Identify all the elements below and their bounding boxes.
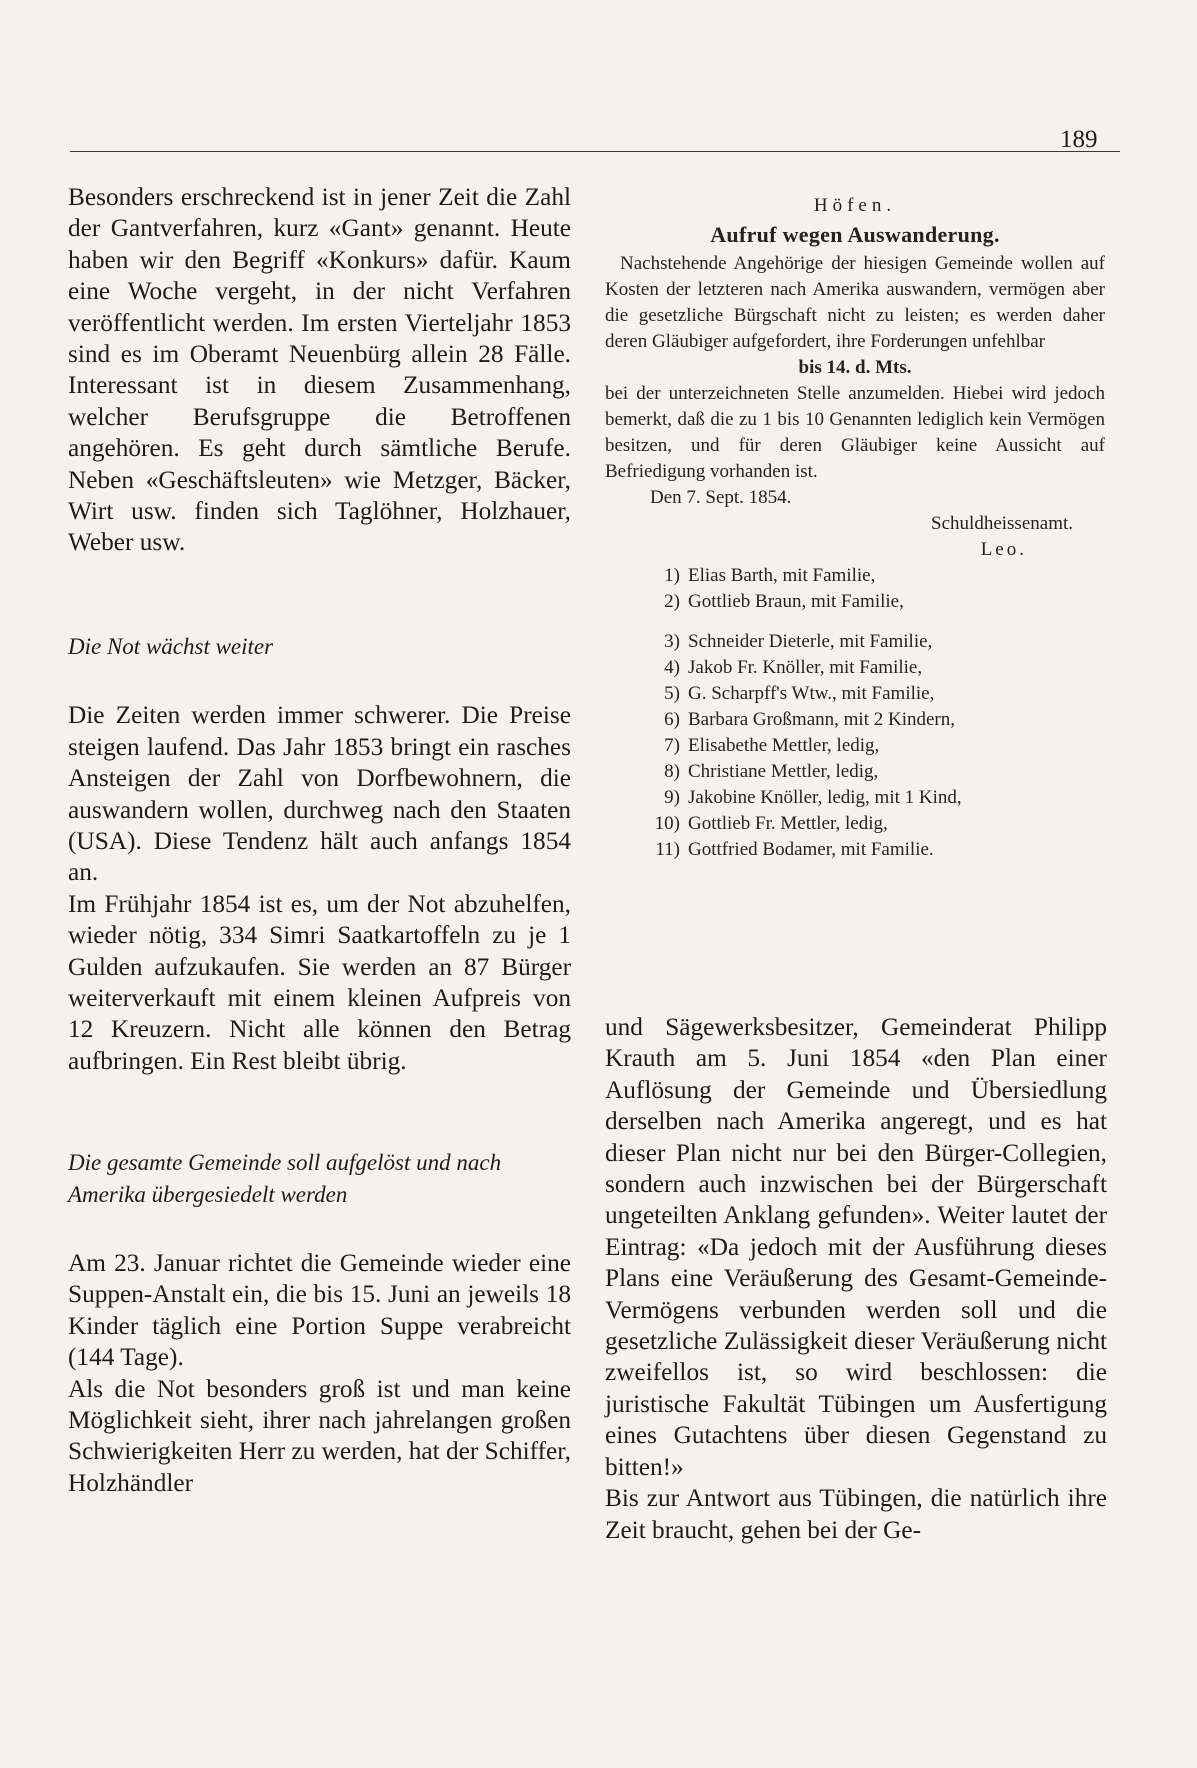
notice-place: Höfen.: [813, 195, 897, 216]
paragraph-saatkartoffeln: Im Frühjahr 1854 ist es, um der Not abzuhelfen, wieder nötig, 334 Simri Saatkartoffeln zu je 1 Gulden aufzukaufen. Sie werden an 87 Bürger weiterverkauft mit einem kleinen Aufpreis von 12 Kreuzern. Nicht alle können den Betrag aufbringen. Ein Rest bleibt übrig.: [68, 889, 571, 1075]
notice-date: Den 7. Sept. 1854.: [650, 487, 792, 508]
list-item: 5) G. Scharpff's Wtw., mit Familie,: [664, 683, 935, 704]
right-column: [605, 1012, 1107, 1546]
list-item: 3) Schneider Dieterle, mit Familie,: [664, 631, 933, 652]
paragraph-gantverfahren: Besonders erschreckend ist in jener Zeit die Zahl der Gantverfahren, kurz «Gant» genannt. Heute haben wir den Begriff «Konkurs» dafür. Kaum eine Woche vergeht, in der nicht Verfahren veröffentlicht werden. Im ersten Vierteljahr 1853 sind es im Oberamt Neuenbürg allein 28 Fälle. Interessant ist in diesem Zusammenhang, welcher Berufsgruppe die Betroffenen angehören. Es geht durch sämtliche Berufe. Neben «Geschäftsleuten» wie Metzger, Bäcker, Wirt usw. finden sich Taglöhner, Holzhauer, Weber usw.: [68, 183, 571, 557]
emigrant-list-continued: [605, 629, 1105, 863]
list-item: 1) Elias Barth, mit Familie,: [664, 565, 876, 586]
list-item: 11) Gottfried Bodamer, mit Familie.: [655, 839, 934, 860]
section-heading-gemeinde: Die gesamte Gemeinde soll aufgelöst und nach Amerika übergesiedelt werden: [68, 1150, 502, 1207]
emigrant-list: [605, 563, 1105, 615]
left-column: [68, 182, 571, 1499]
list-item: 9) Jakobine Knöller, ledig, mit 1 Kind,: [664, 787, 962, 808]
notice-signer: Leo.: [980, 539, 1027, 560]
paragraph-krauth: und Sägewerksbesitzer, Gemeinderat Philipp Krauth am 5. Juni 1854 «den Plan einer Auflösung der Gemeinde und Übersiedlung derselben nach Amerika angeregt, und es hat dieser Plan nicht nur bei den Bürger-Collegien, sondern auch inzwischen bei der Bürgerschaft ungeteilten Anklang gefunden». Weiter lautet der Eintrag: «Da jedoch mit der Ausführung dieses Plans eine Veräußerung des Gesamt-Gemeinde-Vermögens verbunden werden soll und die gesetzliche Zulässigkeit dieser Veräußerung nicht zweifellos ist, so wird beschlossen: die juristische Fakultät Tübingen um Ausfertigung eines Gutachtens über diesen Gegenstand zu bitten!»: [605, 1013, 1107, 1481]
emigration-notice: [605, 193, 1105, 863]
list-item: 7) Elisabethe Mettler, ledig,: [664, 735, 880, 756]
list-item: 8) Christiane Mettler, ledig,: [664, 761, 879, 782]
paragraph-schiffer: Als die Not besonders groß ist und man keine Möglichkeit sieht, ihrer nach jahrelangen großen Schwierigkeiten Herr zu werden, hat der Schiffer, Holzhändler: [68, 1374, 571, 1497]
list-item: 2) Gottlieb Braun, mit Familie,: [664, 591, 904, 612]
list-item: 4) Jakob Fr. Knöller, mit Familie,: [664, 657, 923, 678]
header-rule: [70, 151, 1120, 152]
paragraph-tuebingen: Bis zur Antwort aus Tübingen, die natürlich ihre Zeit braucht, gehen bei der Ge-: [605, 1484, 1107, 1544]
notice-body-2: bei der unterzeichneten Stelle anzumelden. Hiebei wird jedoch bemerkt, daß die zu 1 bis 10 Genannten lediglich kein Vermögen besitzen, und für deren Gläubiger keine Aussicht auf Befriedigung vorhanden ist.: [605, 383, 1105, 482]
list-item: 6) Barbara Großmann, mit 2 Kindern,: [664, 709, 955, 730]
notice-body-1: Nachstehende Angehörige der hiesigen Gemeinde wollen auf Kosten der letzteren nach Amerika auswandern, vermögen aber die gesetzliche Bürgschaft nicht zu leisten; es werden daher deren Gläubiger aufgefordert, ihre Forderungen unfehlbar: [605, 253, 1105, 352]
notice-headline: Aufruf wegen Auswanderung.: [710, 222, 1000, 247]
paragraph-auswanderung: Die Zeiten werden immer schwerer. Die Preise steigen laufend. Das Jahr 1853 bringt ein rasches Ansteigen der Zahl von Dorfbewohnern, die auswandern wollen, durchweg nach den Staaten (USA). Diese Tendenz hält auch anfangs 1854 an.: [68, 701, 571, 887]
section-heading-not: Die Not wächst weiter: [68, 633, 274, 659]
notice-deadline: bis 14. d. Mts.: [798, 357, 912, 378]
list-item: 10) Gottlieb Fr. Mettler, ledig,: [654, 813, 888, 834]
notice-office: Schuldheissenamt.: [931, 513, 1073, 534]
paragraph-suppenanstalt: Am 23. Januar richtet die Gemeinde wieder eine Suppen-Anstalt ein, die bis 15. Juni an jeweils 18 Kinder täglich eine Portion Suppe verabreicht (144 Tage).: [68, 1248, 571, 1372]
page-number: 189: [1060, 126, 1098, 153]
